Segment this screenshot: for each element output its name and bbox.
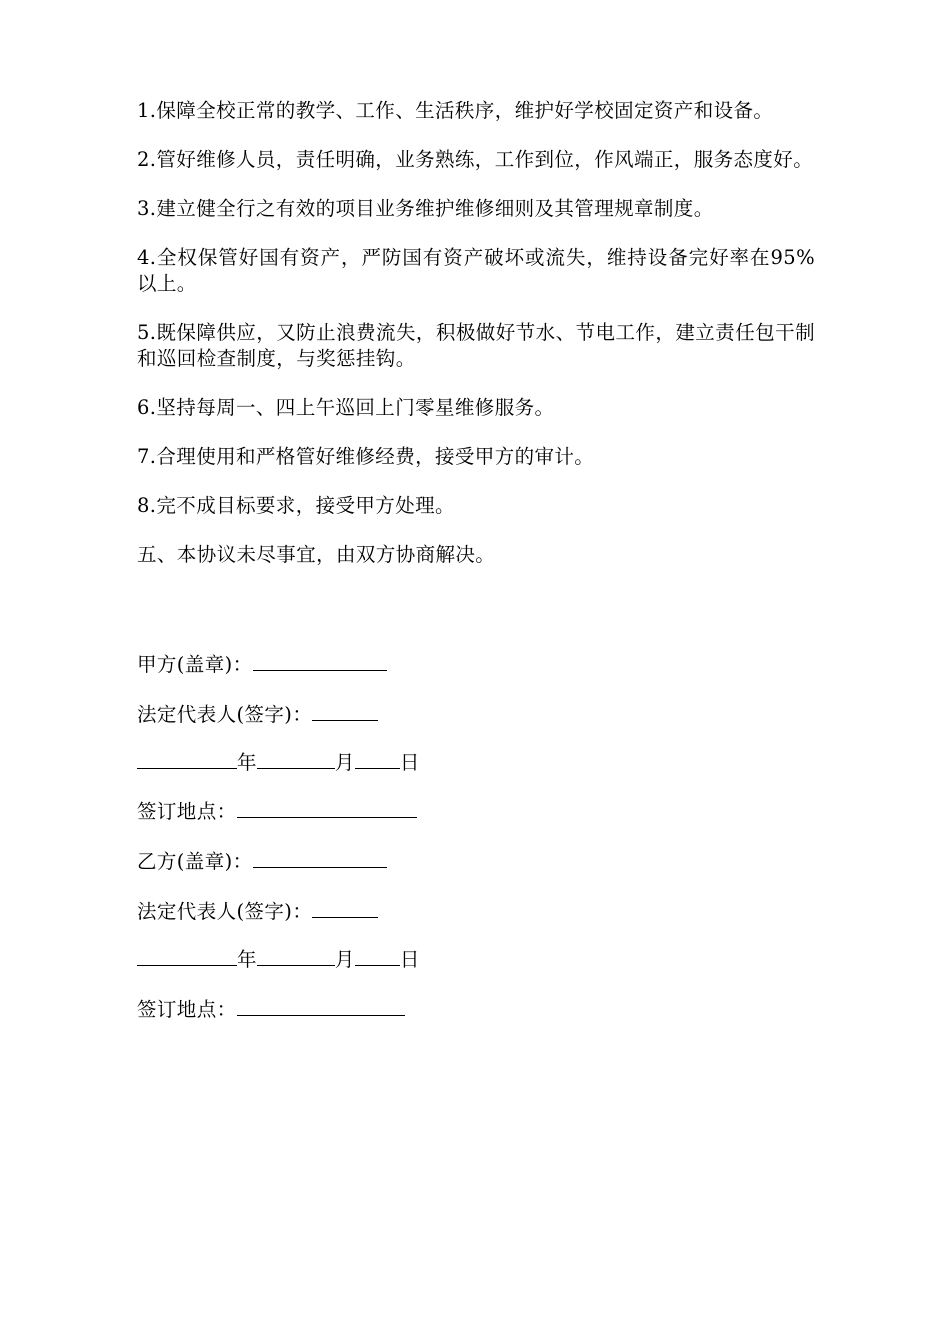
item-3: 3.建立健全行之有效的项目业务维护维修细则及其管理规章制度。 — [137, 197, 714, 220]
party-a-day-blank[interactable] — [355, 748, 400, 769]
clause-5: 五、本协议未尽事宜，由双方协商解决。 — [137, 543, 496, 566]
party-b-day-blank[interactable] — [355, 945, 400, 966]
party-a-rep-label: 法定代表人(签字)： — [137, 703, 313, 726]
party-b-rep-label: 法定代表人(签字)： — [137, 900, 313, 923]
item-7: 7.合理使用和严格管好维修经费，接受甲方的审计。 — [137, 445, 595, 468]
party-a-seal-label: 甲方(盖章)： — [137, 653, 253, 676]
item-6: 6.坚持每周一、四上午巡回上门零星维修服务。 — [137, 396, 555, 419]
document-page — [137, 98, 815, 591]
party-b-date-line — [137, 945, 420, 973]
party-a-seal-blank[interactable] — [253, 650, 387, 671]
party-b-month-blank[interactable] — [257, 945, 335, 966]
party-a-place-label: 签订地点： — [137, 800, 237, 823]
party-a-rep-line — [137, 700, 378, 728]
party-a-year-label: 年 — [237, 751, 257, 774]
party-b-rep-line — [137, 897, 378, 925]
party-b-month-label: 月 — [334, 948, 355, 971]
item-4: 4.全权保管好国有资产，严防国有资产破坏或流失，维持设备完好率在95%以上。 — [137, 246, 815, 295]
party-b-day-label: 日 — [399, 948, 420, 971]
party-a-month-blank[interactable] — [257, 748, 335, 769]
party-b-place-line — [137, 995, 405, 1023]
party-b-seal-label: 乙方(盖章)： — [137, 850, 253, 873]
party-a-date-line — [137, 748, 420, 776]
party-b-rep-blank[interactable] — [312, 897, 378, 918]
party-a-place-line — [137, 797, 417, 825]
party-b-place-label: 签订地点： — [137, 998, 237, 1021]
party-b-seal-line — [137, 847, 387, 875]
party-b-seal-blank[interactable] — [253, 847, 387, 868]
party-a-day-label: 日 — [399, 751, 420, 774]
party-a-place-blank[interactable] — [237, 797, 417, 818]
party-a-seal-line — [137, 650, 387, 678]
party-b-year-blank[interactable] — [137, 945, 237, 966]
party-b-place-blank[interactable] — [237, 995, 405, 1016]
item-2: 2.管好维修人员，责任明确，业务熟练，工作到位，作风端正，服务态度好。 — [137, 148, 814, 171]
item-5: 5.既保障供应，又防止浪费流失，积极做好节水、节电工作，建立责任包干制和巡回检查制度，与奖惩挂钩。 — [137, 321, 815, 370]
item-1: 1.保障全校正常的教学、工作、生活秩序，维护好学校固定资产和设备。 — [137, 99, 774, 122]
item-8: 8.完不成目标要求，接受甲方处理。 — [137, 494, 455, 517]
party-b-year-label: 年 — [237, 948, 257, 971]
party-a-month-label: 月 — [334, 751, 355, 774]
party-a-rep-blank[interactable] — [312, 700, 378, 721]
party-a-year-blank[interactable] — [137, 748, 237, 769]
